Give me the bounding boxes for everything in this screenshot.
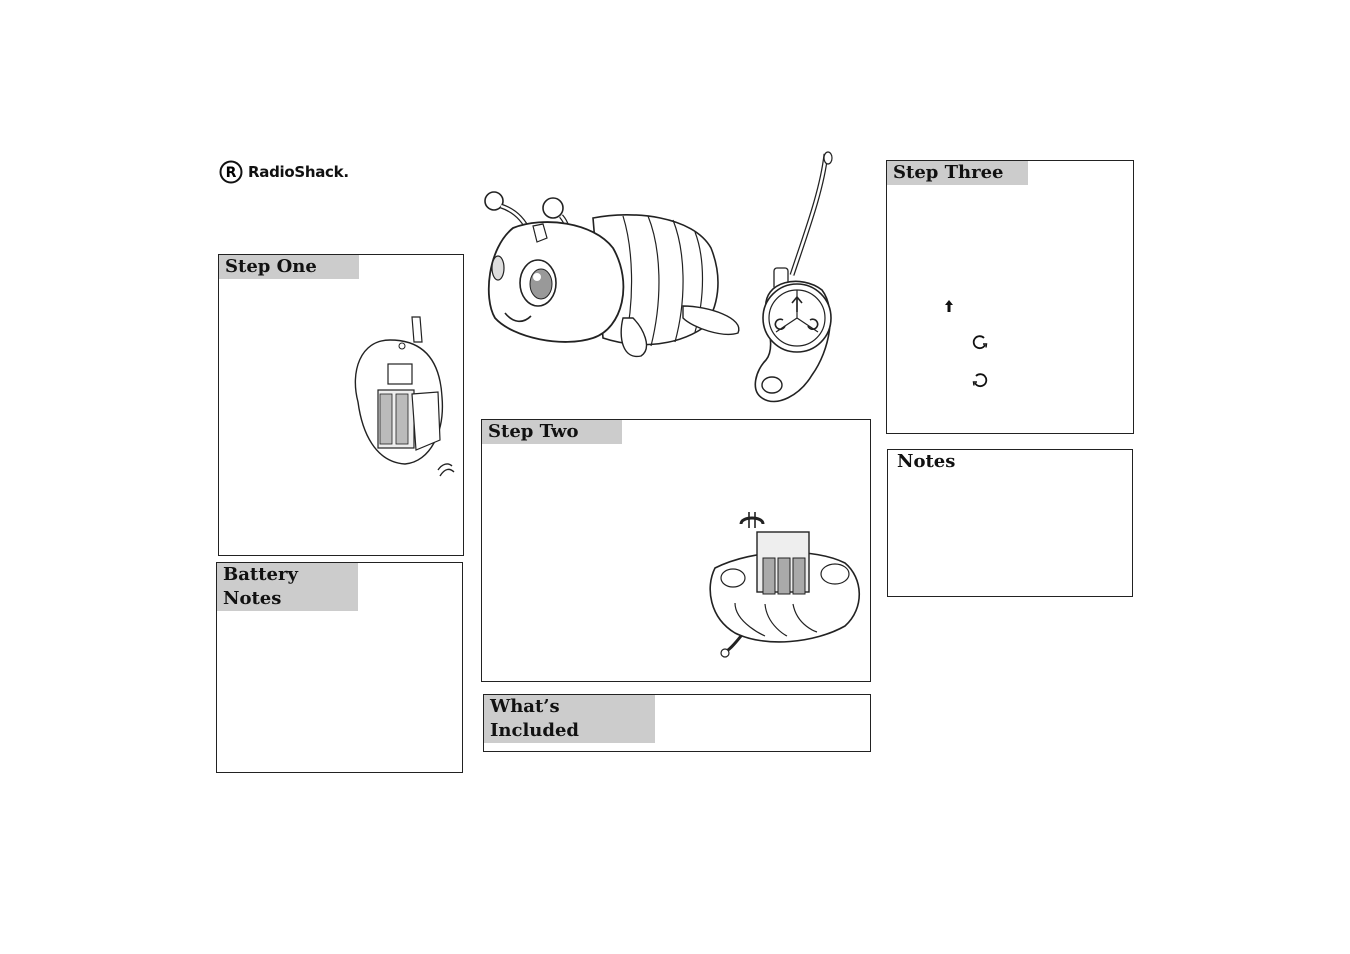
- battery-notes-panel: [216, 562, 463, 773]
- notes-panel: [887, 449, 1133, 597]
- whats-included-title: What’s Included: [484, 695, 655, 743]
- arrow-up-icon: [943, 299, 955, 313]
- whats-included-panel: [483, 694, 871, 752]
- registered-mark-icon: [219, 160, 243, 184]
- rotate-counterclockwise-icon: [971, 372, 989, 388]
- battery-notes-title: Battery Notes: [217, 563, 358, 611]
- remote-battery-illustration: [350, 312, 460, 482]
- svg-text:R: R: [225, 165, 237, 181]
- brand-logo: R RadioShack .: [219, 160, 349, 184]
- step-three-title: Step Three: [887, 161, 1028, 185]
- remote-control-illustration: [752, 150, 842, 410]
- bug-toy-illustration: [483, 188, 745, 368]
- notes-title: Notes: [897, 451, 956, 472]
- bug-battery-compartment-illustration: [705, 508, 865, 658]
- rotate-clockwise-icon: [971, 334, 989, 350]
- step-three-panel: [886, 160, 1134, 434]
- step-two-title: Step Two: [482, 420, 622, 444]
- brand-name: RadioShack: [248, 163, 344, 181]
- step-one-title: Step One: [219, 255, 359, 279]
